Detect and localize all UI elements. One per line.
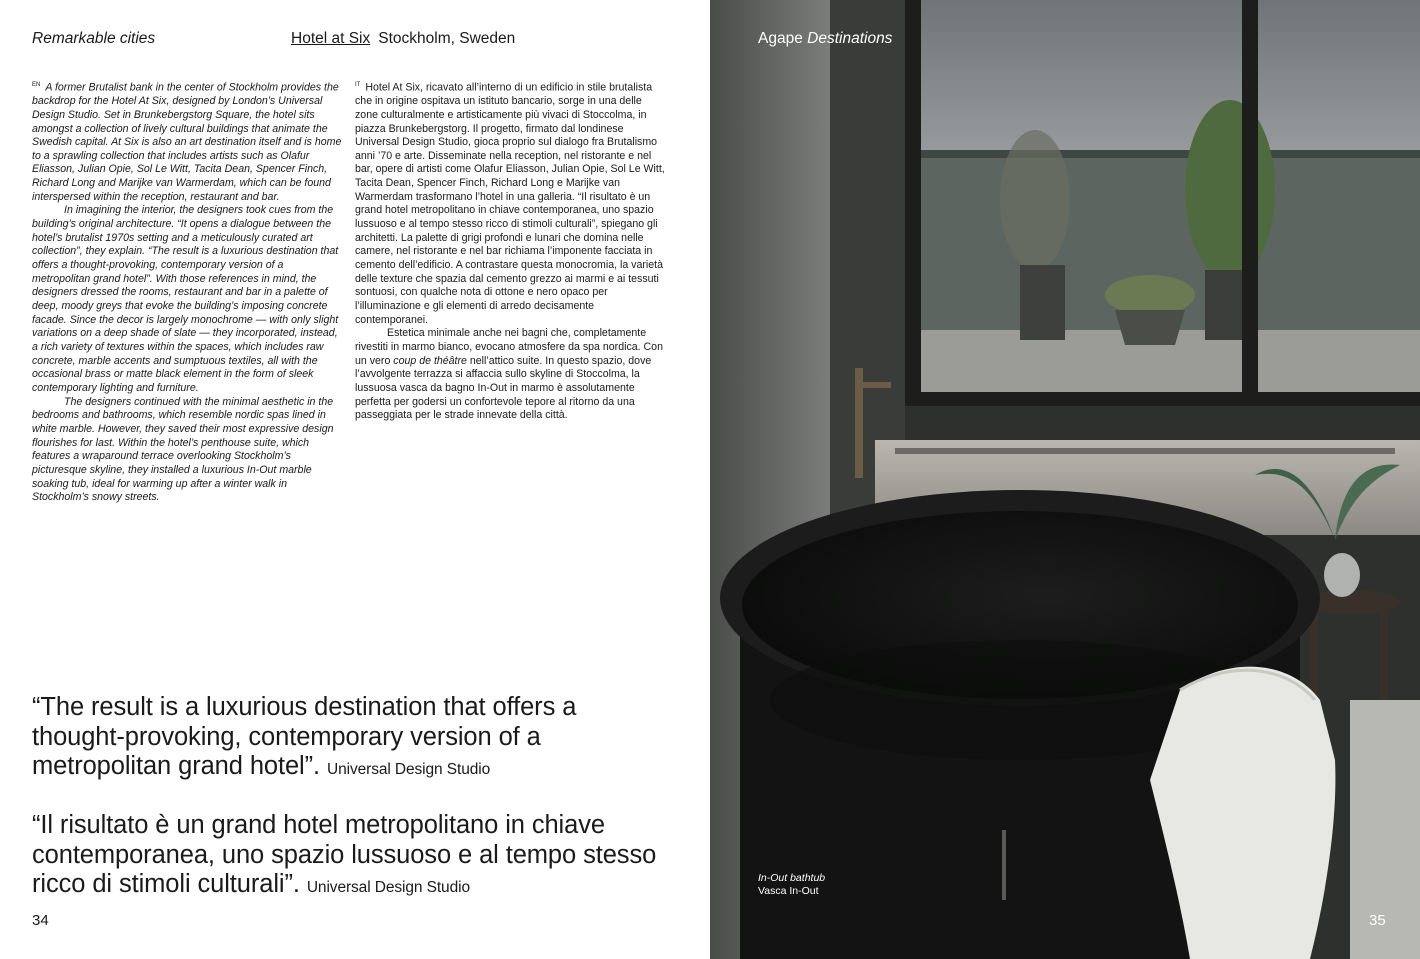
- quote-author: Universal Design Studio: [306, 879, 470, 896]
- hotel-name: Hotel at Six: [291, 30, 371, 47]
- italian-p1-text: Hotel At Six, ricavato all’interno di un edificio in stile brutalista che in origine ospitava un istituto bancario, sorge in una delle zone culturalmente e artisticamente più vivaci di Stoccolma, in piazza Brunkebergstorg. Il progetto, firmato dal londinese Universal Design Studio, gioca proprio sul dialogo fra Brutalismo anni ’70 e arte. Disseminate nella reception, nel ristorante e nel bar, opere di artisti come Olafur Eliasson, Julian Opie, Sol Le Witt, Tacita Dean, Spencer Finch, Richard Long e Marijke van Warmerdam trasformano l’hotel in una galleria. “Il risultato è un grand hotel metropolitano in chiave contemporanea, uno spazio lussuoso e al tempo stesso ricco di stimoli culturali”, spiegano gli architetti. La palette di grigi profondi e lunari che domina nelle camere, nel ristorante e nel bar richiama l’imponente facciata in cemento dell’edificio. A contrastare questa monocromia, la varietà delle texture che spazia dal cemento grezzo ai marmi e ai tessuti sontuosi, con qualche nota di ottone e nero opaco per l’illuminazione e gli elementi di arredo decisamente contemporanei.: [355, 81, 665, 326]
- magazine-section: Destinations: [807, 30, 893, 47]
- hotel-location: Stockholm, Sweden: [378, 30, 516, 47]
- photo-page: [710, 0, 1420, 959]
- language-marker-it: IT: [355, 82, 361, 88]
- caption-english: In-Out bathtub: [758, 872, 826, 884]
- italian-p2-text-b: nell’attico suite. In questo spazio, dove l’avvolgente terrazza si affaccia sullo skyline di Stoccolma, la lussuosa vasca da bagno In-Out in marmo è assolutamente perfetta per godersi un confortevole tepore al ritorno da una passeggiata per le strade innevate della città.: [355, 354, 652, 422]
- italian-p2-emphasis: coup de théâtre: [393, 354, 467, 367]
- photo-caption: [758, 872, 825, 897]
- quote-text: “Il risultato è un grand hotel metropolitano in chiave contemporanea, uno spazio lussuoso e al tempo stesso ricco di stimoli culturali”.: [32, 811, 657, 898]
- english-p1-text: A former Brutalist bank in the center of Stockholm provides the backdrop for the Hotel At Six, designed by London’s Universal Design Studio. Set in Brunkebergstorg Square, the hotel sits amongst a collection of lively cultural buildings that animate the Swedish capital. At Six is also an art destination itself and is home to a sprawling collection that includes artists such as Olafur Eliasson, Julian Opie, Sol Le Witt, Tacita Dean, Spencer Finch, Richard Long and Marijke van Warmerdam, which can be found interspersed within the reception, restaurant and bar.: [32, 81, 342, 203]
- page-number-right: 35: [1369, 912, 1386, 929]
- section-title: Remarkable cities: [32, 30, 156, 47]
- language-marker-en: EN: [32, 82, 41, 88]
- article-title: [291, 30, 515, 48]
- italian-column: [355, 79, 667, 423]
- bathtub-photo: [710, 0, 1420, 959]
- pull-quote-italian: [32, 811, 682, 903]
- italian-p2-text-a: Estetica minimale anche nei bagni che, completamente rivestiti in marmo bianco, evocano atmosfere da spa nordica. Con un vero: [355, 327, 663, 367]
- italian-paragraph-1: [355, 79, 667, 327]
- quote-text: “The result is a luxurious destination that offers a thought-provoking, contemporary version of a metropolitan grand hotel”.: [32, 693, 577, 780]
- english-paragraph-2: In imagining the interior, the designers took cues from the building’s original architecture. “It opens a dialogue between the hotel’s brutalist 1970s setting and a meticulously curated art collection”, they explain. “The result is a luxurious destination that offers a thought-provoking, contemporary version of a metropolitan grand hotel”. With those references in mind, the designers dressed the rooms, restaurant and bar in a palette of deep, moody greys that evoke the building’s imposing concrete facade. Since the decor is largely monochrome — with only slight variations on a deep shade of slate — they incorporated, instead, a rich variety of textures within the spaces, which includes raw concrete, marble accents and sumptuous textiles, all with the occasional brass or matte black element in the form of sleek contemporary lighting and furniture.: [32, 204, 339, 394]
- quote-author: Universal Design Studio: [327, 761, 491, 778]
- page-number-left: 34: [32, 912, 49, 929]
- caption-italian: Vasca In-Out: [758, 884, 819, 897]
- english-paragraph-3: The designers continued with the minimal aesthetic in the bedrooms and bathrooms, which resemble nordic spas lined in white marble. However, they saved their most expressive design flourishes for last. Within the hotel’s penthouse suite, which features a wraparound terrace overlooking Stockholm’s picturesque skyline, they installed a luxurious In-Out marble soaking tub, ideal for warming up after a winter walk in Stockholm’s snowy streets.: [32, 395, 334, 504]
- magazine-header: [758, 30, 892, 48]
- magazine-name: Agape: [758, 30, 803, 47]
- english-column: [32, 79, 342, 505]
- italian-paragraph-2: [355, 327, 667, 423]
- english-paragraph-1: [32, 79, 342, 204]
- pull-quote-english: [32, 693, 632, 785]
